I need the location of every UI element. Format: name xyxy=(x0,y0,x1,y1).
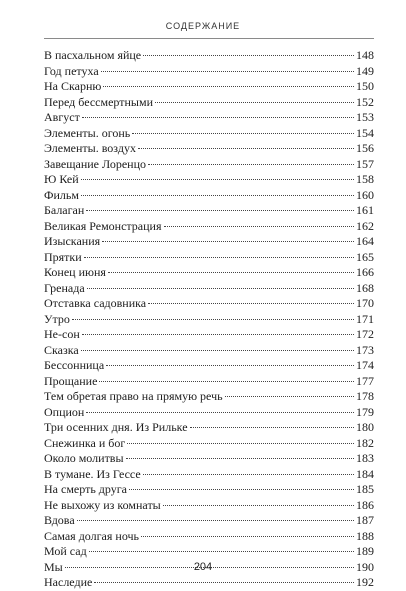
dot-leader xyxy=(141,536,354,537)
toc-entry xyxy=(44,141,374,157)
toc-entry-title: Элементы. воздух xyxy=(44,141,136,155)
toc-entry xyxy=(44,529,374,545)
toc-entry xyxy=(44,234,374,250)
toc-entry-title: Ю Кей xyxy=(44,172,79,186)
toc-entry xyxy=(44,467,374,483)
toc-entry-page: 171 xyxy=(356,311,374,326)
toc-entry-title: Не-сон xyxy=(44,327,80,341)
toc-entry-title: Год петуха xyxy=(44,63,99,78)
toc-entry xyxy=(44,343,374,359)
toc-entry-title: Около молитвы xyxy=(44,451,124,465)
dot-leader xyxy=(99,381,354,382)
toc-entry-title: На смерть друга xyxy=(44,482,127,496)
dot-leader xyxy=(87,288,354,289)
toc-entry-page: 188 xyxy=(356,528,374,543)
dot-leader xyxy=(82,117,354,118)
dot-leader xyxy=(77,520,354,521)
toc-entry xyxy=(44,203,374,219)
toc-entry-page: 180 xyxy=(356,420,374,434)
toc-entry xyxy=(44,513,374,529)
toc-entry xyxy=(44,420,374,436)
toc-entry-page: 185 xyxy=(356,482,374,496)
toc-entry xyxy=(44,498,374,514)
toc-entry-title: В тумане. Из Гессе xyxy=(44,466,141,481)
dot-leader xyxy=(94,582,354,583)
dot-leader xyxy=(101,71,354,72)
toc-entry-page: 153 xyxy=(356,110,374,124)
toc-entry xyxy=(44,327,374,343)
toc-entry-page: 189 xyxy=(356,544,374,558)
dot-leader xyxy=(143,474,354,475)
dot-leader xyxy=(190,427,354,428)
toc-entry xyxy=(44,389,374,405)
toc-entry-page: 152 xyxy=(356,94,374,109)
toc-entry-page: 158 xyxy=(356,172,374,186)
toc-entry-page: 174 xyxy=(356,358,374,372)
toc-entry-page: 164 xyxy=(356,234,374,248)
toc-entry xyxy=(44,188,374,204)
toc-entry xyxy=(44,157,374,173)
toc-entry-title: Гренада xyxy=(44,280,85,295)
toc-entry xyxy=(44,482,374,498)
toc-entry-page: 177 xyxy=(356,373,374,388)
toc-entry-title: Отставка садовника xyxy=(44,296,147,310)
toc-entry-title: Завещание Лоренцо xyxy=(44,156,147,171)
toc-entry xyxy=(44,405,374,421)
toc-entry-page: 166 xyxy=(356,265,374,279)
toc-entry-title: Фильм xyxy=(44,187,79,202)
toc-entry xyxy=(44,110,374,126)
toc-entry xyxy=(44,95,374,111)
toc-entry-page: 186 xyxy=(356,497,374,512)
toc-entry-page: 192 xyxy=(356,575,374,589)
dot-leader xyxy=(132,133,354,134)
dot-leader xyxy=(81,350,354,351)
dot-leader xyxy=(81,179,354,180)
toc-entry-title: Август xyxy=(44,110,80,124)
toc-entry-title: Вдова xyxy=(44,513,75,527)
dot-leader xyxy=(138,148,354,149)
toc-entry-page: 150 xyxy=(356,79,374,93)
toc-entry xyxy=(44,79,374,95)
toc-entry-page: 184 xyxy=(356,466,374,481)
toc-entry-page: 148 xyxy=(356,48,374,62)
toc-entry xyxy=(44,451,374,467)
toc-entry-page: 179 xyxy=(356,404,374,419)
toc-entry-title: В пасхальном яйце xyxy=(44,48,142,62)
dot-leader xyxy=(86,210,354,211)
toc-entry-title: Великая Ремонстрация xyxy=(44,218,162,233)
toc-entry xyxy=(44,436,374,452)
dot-leader xyxy=(86,412,354,413)
toc-entry-page: 182 xyxy=(356,435,374,450)
dot-leader xyxy=(102,241,354,242)
toc-entry xyxy=(44,281,374,297)
dot-leader xyxy=(225,396,354,397)
toc-entry-title: Мы xyxy=(44,559,63,574)
toc-entry xyxy=(44,374,374,390)
toc-entry xyxy=(44,544,374,560)
toc-entry-page: 178 xyxy=(356,389,374,403)
toc-entry-title: Конец июня xyxy=(44,265,106,279)
toc-entry-title: Сказка xyxy=(44,342,79,357)
toc-entry-page: 161 xyxy=(356,203,374,217)
toc-entry-title: Не выхожу из комнаты xyxy=(44,497,161,512)
toc-entry-title: Самая долгая ночь xyxy=(44,528,140,543)
dot-leader xyxy=(127,443,354,444)
toc-entry-page: 162 xyxy=(356,218,374,233)
toc-entry-page: 190 xyxy=(356,559,374,574)
toc-entry-title: Снежинка и бог xyxy=(44,435,126,450)
dot-leader xyxy=(163,505,354,506)
toc-entry-title: Бессонница xyxy=(44,358,105,372)
dot-leader xyxy=(82,334,354,335)
toc-entry xyxy=(44,312,374,328)
toc-entry xyxy=(44,126,374,142)
dot-leader xyxy=(164,226,355,227)
header-rule xyxy=(44,38,374,39)
dot-leader xyxy=(129,489,354,490)
toc-entry xyxy=(44,265,374,281)
toc-entry xyxy=(44,48,374,64)
dot-leader xyxy=(108,272,354,273)
toc-entry-title: Прятки xyxy=(44,249,82,264)
dot-leader xyxy=(155,102,354,103)
toc-entry-title: Изыскания xyxy=(44,234,101,248)
toc-entry-title: Опцион xyxy=(44,404,85,419)
toc-entry-page: 187 xyxy=(356,513,374,527)
dot-leader xyxy=(72,319,354,320)
toc-entry-title: Утро xyxy=(44,311,70,326)
toc-entry xyxy=(44,64,374,80)
page-number: 204 xyxy=(193,561,213,573)
toc-entry-title: Тем обретая право на прямую речь xyxy=(44,389,223,403)
toc-entry-page: 156 xyxy=(356,141,374,155)
toc-entry-title: Наследие xyxy=(44,575,93,589)
toc-entry xyxy=(44,296,374,312)
toc-entry-page: 154 xyxy=(356,125,374,140)
toc-entry xyxy=(44,358,374,374)
dot-leader xyxy=(89,551,354,552)
toc-entry xyxy=(44,172,374,188)
toc-entry-title: Балаган xyxy=(44,203,85,217)
toc-entry xyxy=(44,250,374,266)
toc-entry-page: 183 xyxy=(356,451,374,465)
toc-entry-page: 173 xyxy=(356,342,374,357)
toc-entry xyxy=(44,575,374,591)
toc-entry-title: Перед бессмертными xyxy=(44,94,153,109)
dot-leader xyxy=(84,257,354,258)
dot-leader xyxy=(126,458,354,459)
table-of-contents xyxy=(44,48,374,591)
toc-entry-page: 170 xyxy=(356,296,374,310)
dot-leader xyxy=(81,195,354,196)
toc-entry-title: Мой сад xyxy=(44,544,87,558)
toc-entry-page: 157 xyxy=(356,156,374,171)
dot-leader xyxy=(103,86,354,87)
dot-leader xyxy=(148,164,354,165)
dot-leader xyxy=(143,55,354,56)
dot-leader xyxy=(106,365,354,366)
toc-entry-page: 160 xyxy=(356,187,374,202)
dot-leader xyxy=(148,303,354,304)
toc-entry-page: 165 xyxy=(356,249,374,264)
toc-entry-title: Прощание xyxy=(44,373,98,388)
toc-entry-page: 168 xyxy=(356,280,374,295)
toc-entry-title: Элементы. огонь xyxy=(44,125,131,140)
toc-entry-title: На Скарню xyxy=(44,79,102,93)
toc-entry-title: Три осенних дня. Из Рильке xyxy=(44,420,188,434)
toc-entry-page: 172 xyxy=(356,327,374,341)
toc-entry xyxy=(44,219,374,235)
toc-entry-page: 149 xyxy=(356,63,374,78)
running-head: СОДЕРЖАНИЕ xyxy=(165,21,241,31)
